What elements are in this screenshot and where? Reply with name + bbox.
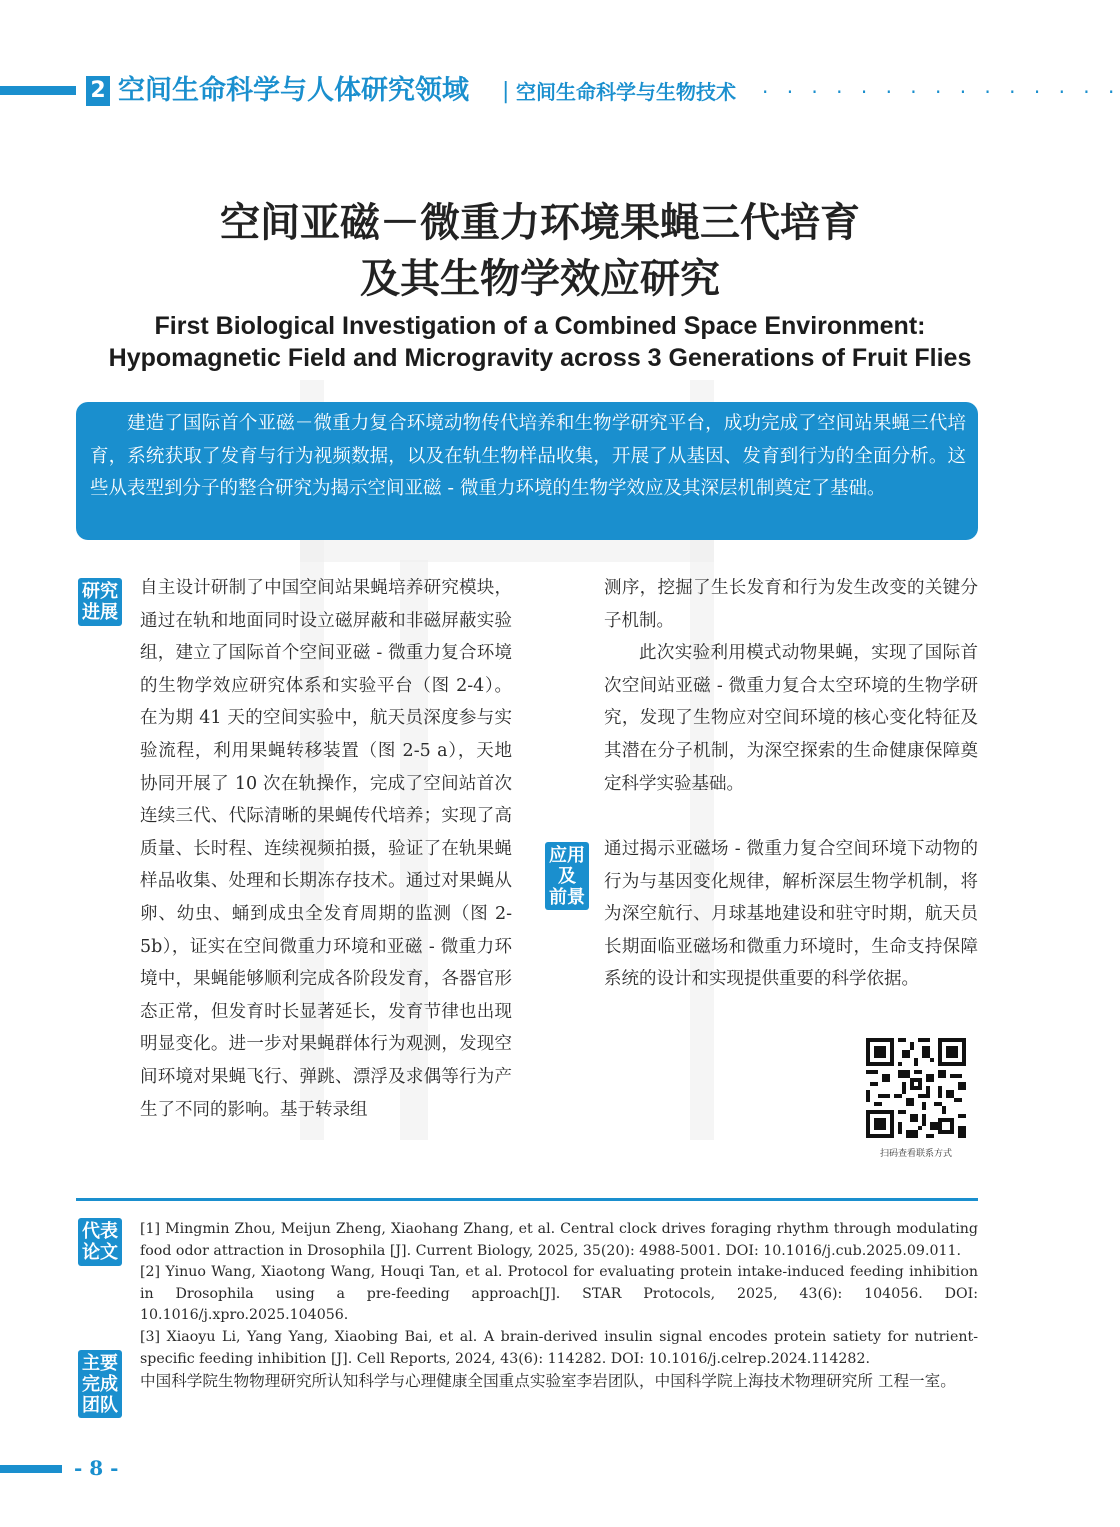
qr-code-icon[interactable] <box>866 1038 966 1138</box>
qr-caption: 扫码查看联系方式 <box>879 1149 952 1159</box>
conclusion-paragraph: 此次实验利用模式动物果蝇，实现了国际首次空间站亚磁 - 微重力复合太空环境的生物学研究，发现了生物应对空间环境的核心变化特征及其潜在分子机制，为深空探索的生命健康保障奠定科学实验基础。 <box>604 643 978 794</box>
tag-representative-papers: 代表 论文 <box>78 1218 122 1266</box>
left-column <box>140 572 512 1126</box>
summary-box <box>76 402 978 540</box>
summary-text: 建造了国际首个亚磁－微重力复合环境动物传代培养和生物学研究平台，成功完成了空间站果蝇三代培育，系统获取了发育与行为视频数据，以及在轨生物样品收集，开展了从基因、发育到行为的全面分析。这些从表型到分子的整合研究为揭示空间亚磁 - 微重力环境的生物学效应及其深层机制奠定了基础。 <box>90 413 966 499</box>
section-divider <box>76 1198 978 1201</box>
section-title: 空间生命科学与人体研究领域 <box>118 75 469 106</box>
reference-item: [2] Yinuo Wang, Xiaotong Wang, Houqi Tan, et al. Protocol for evaluating protein intake-induced feeding inhibition in Drosophila using a pre-feeding approach[J]. STAR Protocols, 2025, 43(6): 104056. DOI: 10.1016/j.xpro.2025.104056. <box>140 1264 978 1324</box>
page-title-cn-line1: 空间亚磁－微重力环境果蝇三代培育 <box>220 200 860 246</box>
tag-main-team: 主要 完成 团队 <box>78 1350 122 1418</box>
page-number: - 8 - <box>74 1456 119 1480</box>
tag-application-prospect: 应用 及 前景 <box>545 842 589 910</box>
page-title-en-line2: Hypomagnetic Field and Microgravity across 3 Generations of Fruit Flies <box>108 344 972 372</box>
reference-item: [1] Mingmin Zhou, Meijun Zheng, Xiaohang Zhang, et al. Central clock drives foraging rhythm through modulating food odor attraction in Drosophila [J]. Current Biology, 2025, 35(20): 4988-5001. DOI: 10.1016/j.cub.2025.09.011. <box>140 1221 978 1259</box>
application-paragraph: 通过揭示亚磁场 - 微重力复合空间环境下动物的行为与基因变化规律，解析深层生物学机制，将为深空航行、月球基地建设和驻守时期，航天员长期面临亚磁场和微重力环境时，生命支持保障系统的设计和实现提供重要的科学依据。 <box>604 839 978 990</box>
footer-accent-bar <box>0 1465 62 1473</box>
watermark-shape <box>300 540 714 562</box>
header-separator: | <box>502 79 510 104</box>
reference-item: [3] Xiaoyu Li, Yang Yang, Xiaobing Bai, et al. A brain-derived insulin signal encodes protein satiety for nutrient-specific feeding inhibition [J]. Cell Reports, 2024, 43(6): 114282. DOI: 10.1016/j.celrep.2024.114282. <box>140 1328 978 1367</box>
right-column <box>604 572 978 800</box>
progress-paragraph: 自主设计研制了中国空间站果蝇培养研究模块，通过在轨和地面同时设立磁屏蔽和非磁屏蔽实验组，建立了国际首个空间亚磁 - 微重力复合环境的生物学效应研究体系和实验平台（图 2-4）。在为期 41 天的空间实验中，航天员深度参与实验流程，利用果蝇转移装置（图 2-5 a），天地协同开展了 10 次在轨操作，完成了空间站首次连续三代、代际清晰的果蝇传代培养；实现了高质量、长时程、连续视频拍摄，验证了在轨果蝇样品收集、处理和长期冻存技术。通过对果蝇从卵、幼虫、蛹到成虫全发育周期的监测（图 2-5b），证实在空间微重力环境和亚磁 - 微重力环境中，果蝇能够顺利完成各阶段发育，各器官形态正常，但发育时长显著延长，发育节律也出现明显变化。进一步对果蝇群体行为观测，发现空间环境对果蝇飞行、弹跳、漂浮及求偶等行为产生了不同的影响。基于转录组 <box>140 578 512 1120</box>
page-title-cn-line2: 及其生物学效应研究 <box>360 256 720 302</box>
section-number-badge: 2 <box>86 76 110 106</box>
header-accent-bar <box>0 86 76 95</box>
team-text: 中国科学院生物物理研究所认知科学与心理健康全国重点实验室李岩团队，中国科学院上海技术物理研究所 工程一室。 <box>140 1372 956 1390</box>
tag-research-progress: 研究 进展 <box>78 578 122 626</box>
header-dots: · · · · · · · · · · · · · · · <box>762 80 1120 104</box>
reference-list <box>140 1219 978 1370</box>
section-subtitle: 空间生命科学与生物技术 <box>516 80 736 104</box>
application-column <box>604 833 978 996</box>
progress-paragraph-continued: 测序，挖掘了生长发育和行为发生改变的关键分子机制。 <box>604 578 978 631</box>
page-title-en-line1: First Biological Investigation of a Combined Space Environment: <box>154 312 926 340</box>
